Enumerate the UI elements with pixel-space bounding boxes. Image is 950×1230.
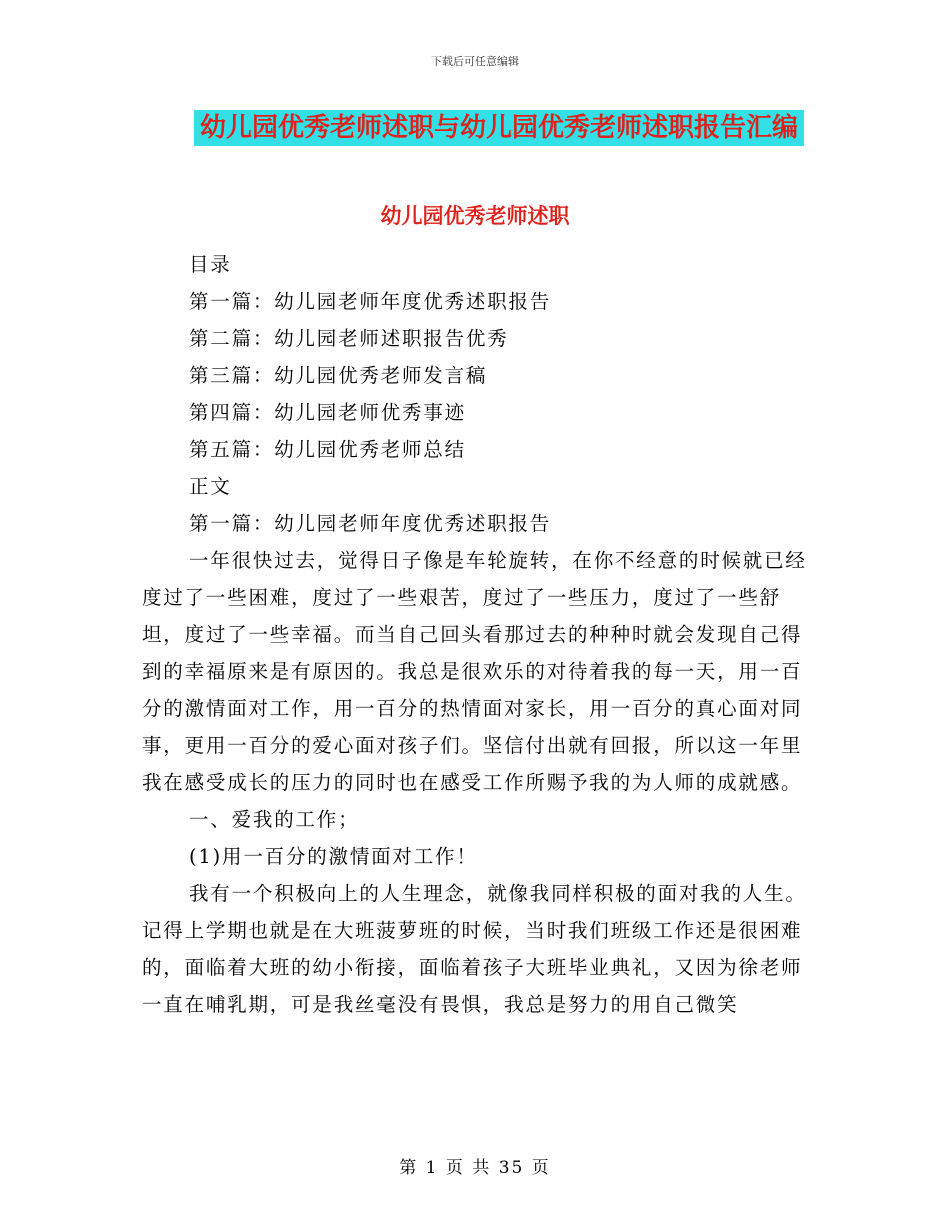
- toc-item: 第二篇：幼儿园老师述职报告优秀: [189, 327, 509, 350]
- page-footer: 第 1 页 共 35 页: [399, 1158, 551, 1178]
- document-body: [142, 246, 810, 1023]
- body-heading: 正文: [189, 475, 232, 498]
- document-title: 幼儿园优秀老师述职与幼儿园优秀老师述职报告汇编: [194, 110, 804, 146]
- toc-item: 第五篇：幼儿园优秀老师总结: [189, 438, 466, 461]
- paragraph: 我有一个积极向上的人生理念，就像我同样积极的面对我的人生。记得上学期也就是在大班菠萝班的时候，当时我们班级工作还是很困难的，面临着大班的幼小衔接，面临着孩子大班毕业典礼，又因为徐老师一直在哺乳期，可是我丝毫没有畏惧，我总是努力的用自己微笑: [142, 882, 807, 1016]
- paragraph: 一、爱我的工作；: [189, 808, 360, 831]
- section-title: 幼儿园优秀老师述职: [380, 204, 570, 228]
- paragraph: (1)用一百分的激情面对工作！: [189, 845, 478, 868]
- toc-item: 第四篇：幼儿园老师优秀事迹: [189, 401, 466, 424]
- toc-heading: 目录: [189, 253, 232, 276]
- chapter-title: 第一篇：幼儿园老师年度优秀述职报告: [189, 512, 552, 535]
- header-note: 下载后可任意编辑: [431, 55, 519, 68]
- paragraph: 一年很快过去，觉得日子像是车轮旋转，在你不经意的时候就已经度过了一些困难，度过了一些艰苦，度过了一些压力，度过了一些舒坦，度过了一些幸福。而当自己回头看那过去的种种时就会发现自己得到的幸福原来是有原因的。我总是很欢乐的对待着我的每一天，用一百分的激情面对工作，用一百分的热情面对家长，用一百分的真心面对同事，更用一百分的爱心面对孩子们。坚信付出就有回报，所以这一年里我在感受成长的压力的同时也在感受工作所赐予我的为人师的成就感。: [142, 549, 807, 794]
- toc-item: 第一篇：幼儿园老师年度优秀述职报告: [189, 290, 552, 313]
- toc-item: 第三篇：幼儿园优秀老师发言稿: [189, 364, 488, 387]
